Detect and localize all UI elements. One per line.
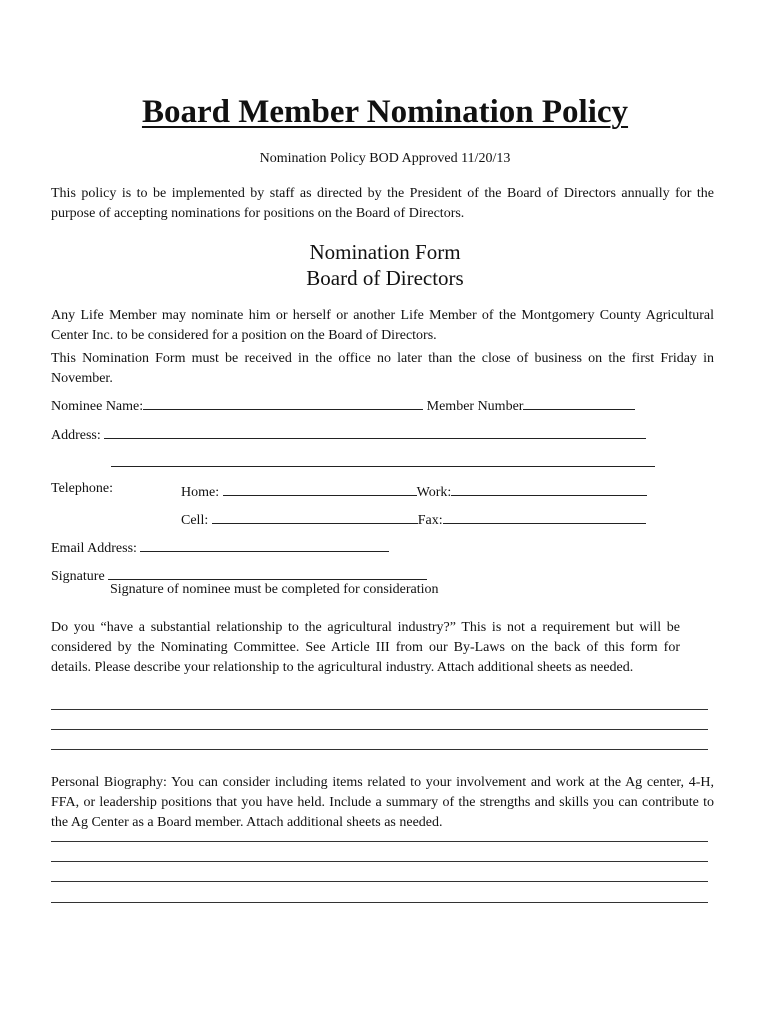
ag-relationship-question: Do you “have a substantial relationship to the agricultural industry?” This is not a requirement but will be considered by the Nominating Committee. See Article III from our By-Laws on the back of this form for details. Please describe your relationship to the agricultural industry. Attach additional sheets as needed. (51, 620, 680, 675)
fax-input[interactable] (443, 509, 646, 524)
approval-line: Nomination Policy BOD Approved 11/20/13 (259, 151, 511, 166)
form-heading: Nomination Form (309, 240, 461, 264)
form-subheading: Board of Directors (306, 266, 464, 290)
biography-prompt: Personal Biography: You can consider including items related to your involvement and work at the Ag center, 4-H, FFA, or leadership positions that you have held. Include a summary of the strengths and skills you can contribute to the Ag Center as a Board member. Attach additional sheets as needed. (51, 775, 714, 830)
email-row (51, 537, 389, 557)
work-label: Work: (416, 485, 452, 500)
eligibility-paragraph: Any Life Member may nominate him or herself or another Life Member of the Montgomery County Agricultural Center Inc. to be considered for a position on the Board of Directors. (51, 308, 714, 343)
biography-line-3[interactable] (51, 881, 708, 882)
home-phone-input[interactable] (223, 481, 417, 496)
fax-label: Fax: (417, 513, 443, 528)
cell-label: Cell: (181, 513, 209, 528)
document-title: Board Member Nomination Policy (141, 94, 629, 130)
biography-line-4[interactable] (51, 902, 708, 903)
policy-paragraph: This policy is to be implemented by staff as directed by the President of the Board of Directors annually for the purpose of accepting nominations for positions on the Board of Directors. (51, 186, 714, 221)
nominee-name-input[interactable] (143, 395, 423, 410)
signature-label: Signature (51, 569, 105, 584)
nominee-name-label: Nominee Name: (51, 399, 144, 414)
home-phone-row (181, 481, 647, 501)
address-row (51, 424, 646, 444)
email-label: Email Address: (51, 541, 137, 556)
nominee-name-row (51, 395, 635, 415)
signature-input[interactable] (108, 565, 427, 580)
cell-phone-input[interactable] (212, 509, 418, 524)
member-number-label: Member Number (426, 399, 524, 414)
deadline-paragraph: This Nomination Form must be received in the office no later than the close of business on the first Friday in November. (51, 351, 714, 386)
telephone-label: Telephone: (51, 481, 113, 496)
member-number-input[interactable] (523, 395, 635, 410)
signature-note: Signature of nominee must be completed for consideration (110, 582, 439, 597)
address-line-2-input[interactable] (111, 452, 655, 467)
ag-answer-line-2[interactable] (51, 729, 708, 730)
ag-answer-line-1[interactable] (51, 709, 708, 710)
address-label: Address: (51, 428, 101, 443)
email-input[interactable] (140, 537, 389, 552)
cell-phone-row (181, 509, 646, 529)
home-label: Home: (181, 485, 220, 500)
biography-line-2[interactable] (51, 861, 708, 862)
address-line-1-input[interactable] (104, 424, 646, 439)
ag-answer-line-3[interactable] (51, 749, 708, 750)
work-phone-input[interactable] (451, 481, 647, 496)
biography-line-1[interactable] (51, 841, 708, 842)
